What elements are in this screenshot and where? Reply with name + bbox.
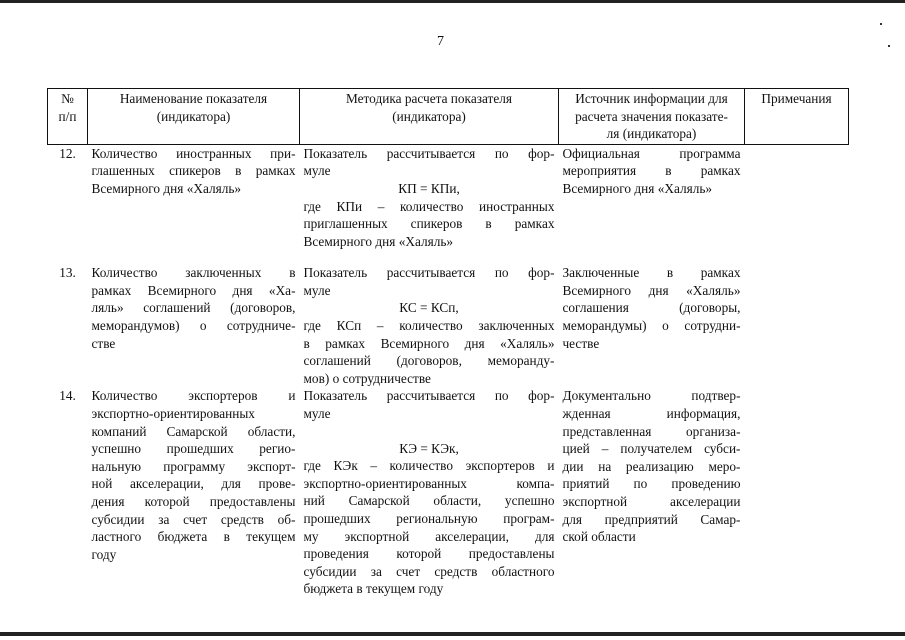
- page-number: 7: [437, 34, 444, 49]
- row-formula: КЭ = КЭк,: [399, 440, 459, 456]
- row-indicator-name: Количество иностранных при- глашенных спикеров в рамках Всемирного дня «Халяль»: [91, 145, 296, 196]
- row-number: 13.: [59, 265, 76, 281]
- row-source: Официальная программа мероприятия в рамках Всемирного дня «Халяль»: [562, 145, 741, 196]
- row-notes: [745, 264, 849, 387]
- header-num: № п/п: [48, 89, 88, 145]
- row-source: Документально подтвер- жденная информация, представленная организа- цией – получателем субси- дии на реализацию меро- приятий по проведению экспортной акселерации для предприятий Самар- ской области: [562, 388, 741, 545]
- row-indicator-name: Количество экспортеров и экспортно-ориентированных компаний Самарской области, успешно прошедших регио- нальную программу экспорт- ной акселерации, для прове- дения которой предоставлены субсидии за счет средств об- ластного бюджета в текущем году: [91, 388, 296, 562]
- row-method: Показатель рассчитывается по фор- муле КЭ = КЭк, где КЭк – количество экспортеров и экспортно-ориентированных компа- ний Самарской области, успешно прошедших региональную програм- му экспортной акселерации, для проведения которой предоставлены субсидии за счет средств областного бюджета в текущем году: [303, 388, 555, 597]
- row-method: Показатель рассчитывается по фор- муле КП = КПи, где КПи – количество иностранных приглашенных спикеров в рамках Всемирного дня «Халяль»: [303, 145, 555, 249]
- table-header-row: [48, 89, 849, 145]
- header-source: Источник информации для расчета значения показате- ля (индикатора): [559, 89, 745, 145]
- row-number: 14.: [59, 388, 76, 404]
- scan-speck: [888, 45, 890, 47]
- row-method: Показатель рассчитывается по фор- муле КС = КСп, где КСп – количество заключенных в рамках Всемирного дня «Халяль» соглашений (договоров, меморанду- мов) о сотрудничестве: [303, 265, 555, 386]
- row-source: Заключенные в рамках Всемирного дня «Халяль» соглашения (договоры, меморандумы) о сотрудни- честве: [562, 265, 741, 351]
- bottom-border-line: [0, 632, 905, 636]
- row-formula: КС = КСп,: [399, 300, 459, 316]
- row-notes: [745, 387, 849, 598]
- row-formula: КП = КПи,: [398, 180, 460, 196]
- table-row: [48, 144, 849, 264]
- table-row: [48, 264, 849, 387]
- header-notes: Примечания: [745, 89, 849, 145]
- header-method: Методика расчета показателя (индикатора): [300, 89, 559, 145]
- header-name: Наименование показателя (индикатора): [88, 89, 300, 145]
- indicator-table: [47, 88, 849, 598]
- top-border-line: [0, 0, 905, 3]
- row-notes: [745, 144, 849, 264]
- row-indicator-name: Количество заключенных в рамках Всемирного дня «Ха- ляль» соглашений (договоров, меморандумов) о сотрудниче- стве: [91, 265, 296, 351]
- row-number: 12.: [59, 145, 76, 161]
- scan-speck: [880, 23, 882, 25]
- table-row: [48, 387, 849, 598]
